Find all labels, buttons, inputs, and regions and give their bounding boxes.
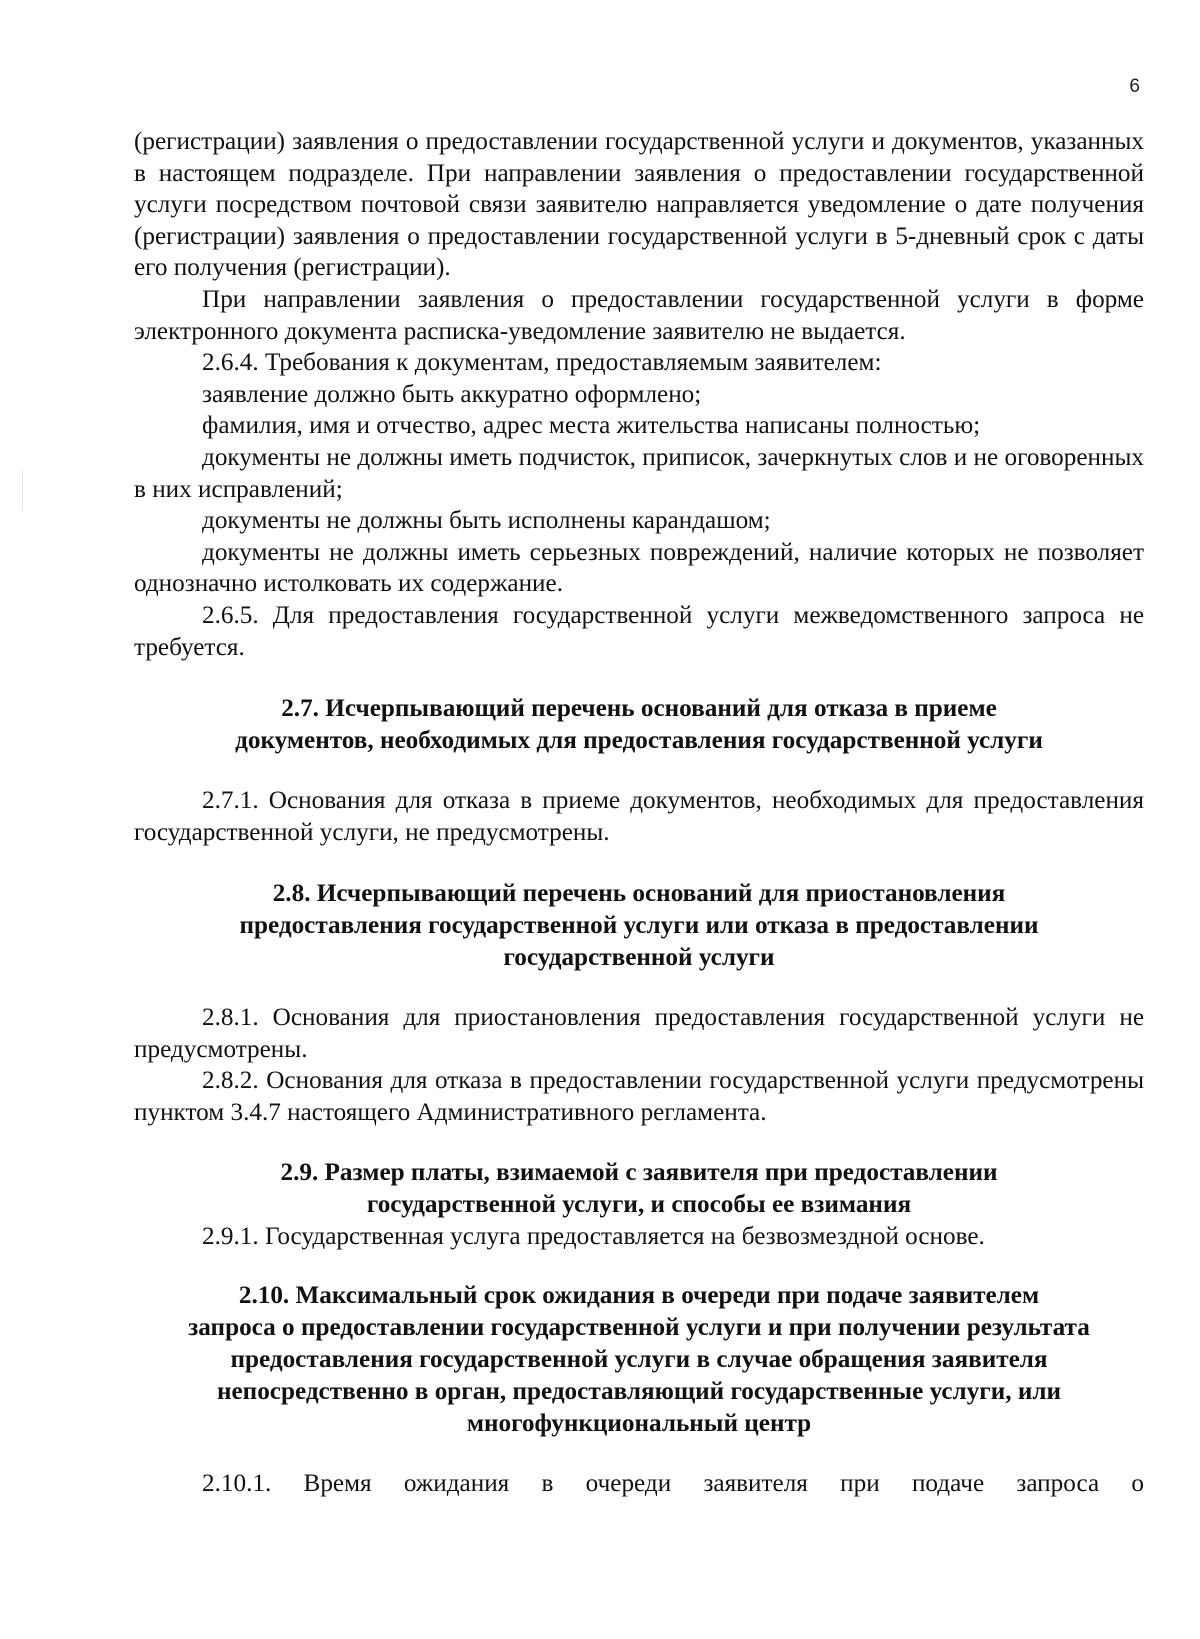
heading-line: государственной услуги, и способы ее взимания <box>366 1190 912 1218</box>
paragraph-2-6-5: 2.6.5. Для предоставления государственной услуги межведомственного запроса не требуется. <box>134 601 1144 661</box>
paragraph-2-9-1: 2.9.1. Государственная услуга предоставляется на безвозмездной основе. <box>202 1222 985 1250</box>
heading-line: 2.10. Максимальный срок ожидания в очереди при подаче заявителем <box>238 1282 1040 1310</box>
heading-line: 2.8. Исчерпывающий перечень оснований для приостановления <box>272 880 1006 908</box>
heading-section-2-7 <box>134 693 1144 757</box>
paragraph-2-6-4: 2.6.4. Требования к документам, предоставляемым заявителем: <box>202 349 882 377</box>
heading-line: запроса о предоставлении государственной услуги и при получении результата <box>188 1314 1090 1342</box>
heading-section-2-8 <box>134 878 1144 974</box>
heading-line: многофункциональный центр <box>466 1410 812 1438</box>
paragraph-requirement-no-erasures: документы не должны иметь подчисток, приписок, зачеркнутых слов и не оговоренных в них исправлений; <box>134 443 1144 503</box>
paragraph-2-8-2: 2.8.2. Основания для отказа в предоставлении государственной услуги предусмотрены пунктом 3.4.7 настоящего Административного регламента. <box>134 1067 1144 1127</box>
heading-section-2-10 <box>134 1280 1144 1440</box>
paragraph-requirement-no-damage: документы не должны иметь серьезных повреждений, наличие которых не позволяет однозначно истолковать их содержание. <box>134 538 1144 598</box>
paragraph-requirement-neat: заявление должно быть аккуратно оформлено; <box>202 380 702 408</box>
heading-line: 2.9. Размер платы, взимаемой с заявителя при предоставлении <box>280 1158 998 1186</box>
heading-line: 2.7. Исчерпывающий перечень оснований для отказа в приеме <box>281 695 997 723</box>
paragraph-requirement-full-name: фамилия, имя и отчество, адрес места жительства написаны полностью; <box>202 412 981 440</box>
paragraph-2-7-1: 2.7.1. Основания для отказа в приеме документов, необходимых для предоставления государственной услуги, не предусмотрены. <box>134 787 1144 846</box>
paragraph-registration: (регистрации) заявления о предоставлении государственной услуги и документов, указанных в настоящем подразделе. При направлении заявления о предоставлении государственной услуги посредством почтовой связи заявителю направляется уведомление о дате получения (регистрации) заявления о предоставлении государственной услуги в 5-дневный срок с даты его получения (регистрации). <box>134 128 1144 282</box>
heading-section-2-9 <box>134 1157 1144 1221</box>
scan-artifact <box>22 470 23 510</box>
heading-line: государственной услуги <box>503 944 775 972</box>
heading-line: предоставления государственной услуги в случае обращения заявителя <box>230 1346 1048 1374</box>
paragraph-2-8-1: 2.8.1. Основания для приостановления предоставления государственной услуги не предусмотрены. <box>134 1004 1144 1063</box>
paragraph-2-10-1: 2.10.1. Время ожидания в очереди заявителя при подаче запроса о <box>202 1470 1144 1498</box>
heading-line: документов, необходимых для предоставления государственной услуги <box>235 727 1043 755</box>
page-content <box>134 126 1144 1500</box>
heading-line: предоставления государственной услуги или отказа в предоставлении <box>239 912 1039 940</box>
paragraph-electronic-document: При направлении заявления о предоставлении государственной услуги в форме электронного документа расписка-уведомление заявителю не выдается. <box>134 285 1144 345</box>
paragraph-requirement-no-pencil: документы не должны быть исполнены карандашом; <box>202 507 771 535</box>
page-number: 6 <box>1129 76 1140 97</box>
heading-line: непосредственно в орган, предоставляющий государственные услуги, или <box>216 1378 1061 1406</box>
